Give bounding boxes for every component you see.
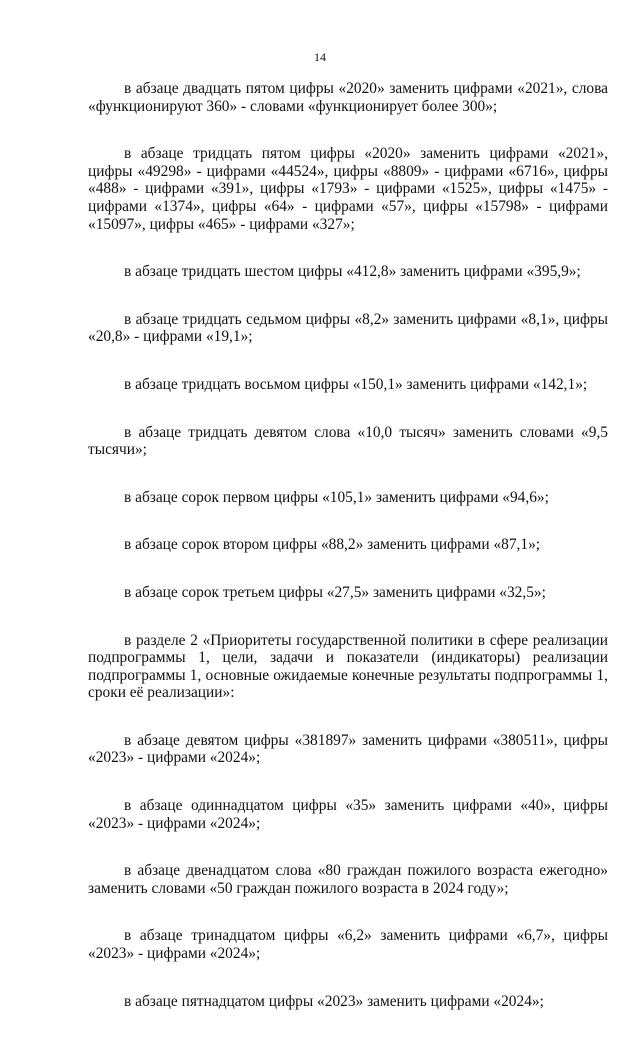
- page-number: 14: [314, 50, 326, 64]
- paragraph: в абзаце двенадцатом слова «80 граждан пожилого возраста ежегодно» заменить словами «50 граждан пожилого возраста в 2024 году»;: [88, 862, 608, 897]
- paragraph: в абзаце тридцать шестом цифры «412,8» заменить цифрами «395,9»;: [124, 263, 581, 281]
- paragraph: в абзаце тридцать восьмом цифры «150,1» заменить цифрами «142,1»;: [124, 375, 588, 393]
- paragraph: в абзаце одиннадцатом цифры «35» заменить цифрами «40», цифры «2023» - цифрами «2024»;: [88, 797, 608, 832]
- paragraph: в абзаце тринадцатом цифры «6,2» заменить цифрами «6,7», цифры «2023» - цифрами «2024»;: [88, 927, 608, 963]
- paragraph: в абзаце пятнадцатом цифры «2023» заменить цифрами «2024»;: [124, 992, 544, 1010]
- paragraph: в абзаце сорок третьем цифры «27,5» заменить цифрами «32,5»;: [124, 583, 546, 601]
- paragraph: в абзаце сорок первом цифры «105,1» заменить цифрами «94,6»;: [124, 488, 549, 506]
- paragraph: в разделе 2 «Приоритеты государственной политики в сфере реализации подпрограммы 1, цели, задачи и показатели (индикаторы) реализации подпрограммы 1, основные ожидаемые конечные результаты подпрограммы 1, сроки её реализации»:: [88, 631, 608, 702]
- paragraph: в абзаце тридцать пятом цифры «2020» заменить цифрами «2021», цифры «49298» - цифрами «44524», цифры «8809» - цифрами «6716», цифры «488» - цифрами «391», цифры «1793» - цифрами «1525», цифры «1475» - цифрами «1374», цифры «64» - цифрами «57», цифры «15798» - цифрами «15097», цифры «465» - цифрами «327»;: [88, 145, 608, 233]
- paragraph: в абзаце тридцать девятом слова «10,0 тысяч» заменить словами «9,5 тысячи»;: [88, 423, 608, 459]
- paragraph: в абзаце сорок втором цифры «88,2» заменить цифрами «87,1»;: [124, 536, 541, 554]
- paragraph: в абзаце тридцать седьмом цифры «8,2» заменить цифрами «8,1», цифры «20,8» - цифрами «19,1»;: [88, 310, 608, 346]
- paragraph: в абзаце двадцать пятом цифры «2020» заменить цифрами «2021», слова «функционируют 360» - словами «функционирует более 300»;: [88, 80, 608, 115]
- paragraph: в абзаце девятом цифры «381897» заменить цифрами «380511», цифры «2023» - цифрами «2024»;: [88, 731, 608, 767]
- document-body: [88, 80, 608, 1040]
